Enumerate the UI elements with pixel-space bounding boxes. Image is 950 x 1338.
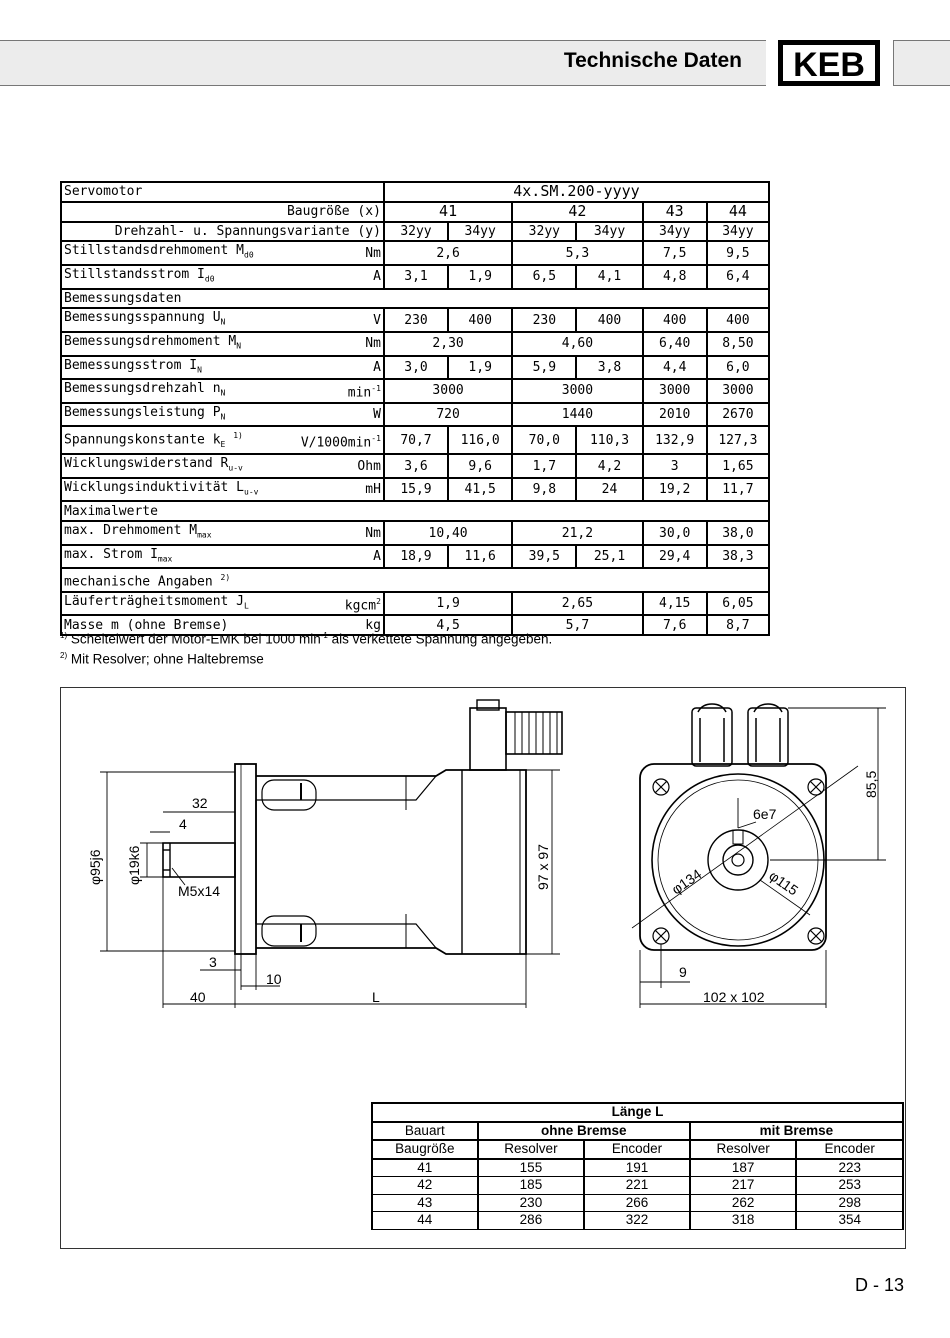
row-unit: A (272, 265, 384, 289)
value-cell: 1,9 (384, 592, 512, 616)
col-resolver: Resolver (478, 1140, 585, 1159)
value-cell: 132,9 (643, 426, 707, 454)
row-sub: E (220, 440, 226, 450)
value-cell: 70,7 (384, 426, 448, 454)
dim-9: 9 (679, 964, 687, 980)
table-cell: 322 (584, 1212, 690, 1230)
col-bauart: Bauart (372, 1122, 478, 1141)
value-cell: 4,15 (643, 592, 707, 616)
value-cell: 3,1 (384, 265, 448, 289)
col-mit-bremse: mit Bremse (690, 1122, 903, 1141)
section-maximalwerte: Maximalwerte (61, 501, 769, 521)
value-cell: 4,8 (643, 265, 707, 289)
value-cell: 41,5 (448, 478, 512, 502)
row-unit: A (272, 545, 384, 569)
footnote-text: Scheitelwert der Motor-EMK bei 1000 min (67, 631, 321, 647)
row-sub: N (220, 412, 226, 422)
dim-L: L (372, 989, 380, 1005)
value-cell: 1,9 (448, 356, 512, 380)
value-cell: 38,0 (707, 521, 769, 545)
value-cell: 230 (384, 308, 448, 332)
row-label: Bemessungsdrehmoment M (64, 333, 237, 349)
row-sub: N (220, 317, 226, 327)
value-cell: 400 (576, 308, 642, 332)
row-unit: V (272, 308, 384, 332)
value-cell: 3000 (707, 379, 769, 403)
value-cell: 19,2 (643, 478, 707, 502)
value-cell: 116,0 (448, 426, 512, 454)
value-cell: 18,9 (384, 545, 448, 569)
value-cell: 3,6 (384, 454, 448, 478)
value-cell: 127,3 (707, 426, 769, 454)
dim-102: 102 x 102 (703, 989, 765, 1005)
value-cell: 1,9 (448, 265, 512, 289)
dim-32: 32 (192, 795, 208, 811)
variant-cell: 34yy (707, 222, 769, 242)
variant-cell: 32yy (384, 222, 448, 242)
dim-d115: φ115 (766, 867, 802, 899)
row-unit: A (272, 356, 384, 380)
table-cell: 187 (690, 1159, 797, 1177)
table-row (372, 1194, 903, 1212)
table-row (372, 1177, 903, 1195)
row-sub: max (197, 530, 212, 540)
value-cell: 3000 (643, 379, 707, 403)
row-sub: max (157, 554, 173, 564)
row-sub: u-v (244, 487, 259, 497)
value-cell: 1,7 (512, 454, 576, 478)
row-unit: V/1000min (300, 434, 372, 450)
value-cell: 400 (707, 308, 769, 332)
table-cell: 42 (372, 1177, 478, 1195)
motor-label: Servomotor (61, 182, 384, 202)
row-unit-sup: -1 (371, 433, 381, 443)
dim-6e7: 6e7 (753, 806, 777, 822)
value-cell: 2670 (707, 403, 769, 427)
value-cell: 6,40 (643, 332, 707, 356)
row-label: Bemessungsdrehzahl n (64, 381, 221, 397)
col-resolver: Resolver (690, 1140, 797, 1159)
table-cell: 286 (478, 1212, 585, 1230)
dim-d95: φ95j6 (87, 849, 103, 885)
row-sub: N (220, 388, 226, 398)
value-cell: 30,0 (643, 521, 707, 545)
row-unit: Nm (272, 241, 384, 265)
value-cell: 9,5 (707, 241, 769, 265)
value-cell: 7,5 (643, 241, 707, 265)
value-cell: 400 (643, 308, 707, 332)
dim-40: 40 (190, 989, 206, 1005)
row-unit: min (347, 385, 372, 401)
section-bemessungsdaten: Bemessungsdaten (61, 289, 769, 309)
value-cell: 6,0 (707, 356, 769, 380)
table-cell: 223 (796, 1159, 903, 1177)
row-sub: L (244, 601, 249, 611)
variant-cell: 32yy (512, 222, 576, 242)
row-unit: Nm (272, 521, 384, 545)
variant-cell: 34yy (448, 222, 512, 242)
value-cell: 5,3 (512, 241, 642, 265)
value-cell: 6,4 (707, 265, 769, 289)
value-cell: 4,1 (576, 265, 642, 289)
table-cell: 221 (584, 1177, 690, 1195)
dim-m5: M5x14 (178, 883, 221, 899)
row-label: Stillstandsstrom I (64, 266, 205, 282)
footnote-sup: -1 (320, 631, 328, 640)
col-ohne-bremse: ohne Bremse (478, 1122, 690, 1141)
value-cell: 4,4 (643, 356, 707, 380)
dim-4: 4 (179, 816, 187, 832)
value-cell: 6,05 (707, 592, 769, 616)
table-cell: 266 (584, 1194, 690, 1212)
value-cell: 3,8 (576, 356, 642, 380)
row-unit: W (272, 403, 384, 427)
size-43: 43 (643, 202, 707, 222)
value-cell: 39,5 (512, 545, 576, 569)
value-cell: 6,5 (512, 265, 576, 289)
table-cell: 262 (690, 1194, 797, 1212)
row-unit: kg (272, 615, 384, 635)
value-cell: 2,30 (384, 332, 512, 356)
section-mechanische-angaben: mechanische Angaben (64, 574, 213, 590)
value-cell: 5,9 (512, 356, 576, 380)
variant-cell: 34yy (643, 222, 707, 242)
footnote-mark: 1) (60, 631, 68, 640)
page-title: Technische Daten (563, 49, 742, 72)
length-table-title: Länge L (372, 1103, 903, 1122)
table-cell: 217 (690, 1177, 797, 1195)
value-cell: 9,6 (448, 454, 512, 478)
value-cell: 11,7 (707, 478, 769, 502)
row-unit: kgcm (344, 598, 377, 614)
size-label: Baugröße (x) (61, 202, 384, 222)
dim-97: 97 x 97 (535, 844, 551, 890)
table-cell: 318 (690, 1212, 797, 1230)
dim-d19: φ19k6 (126, 845, 142, 885)
front-view (632, 704, 886, 1008)
table-cell: 354 (796, 1212, 903, 1230)
dim-3: 3 (209, 954, 217, 970)
value-cell: 720 (384, 403, 512, 427)
dim-85-5: 85,5 (863, 770, 879, 798)
table-cell: 298 (796, 1194, 903, 1212)
size-41: 41 (384, 202, 512, 222)
value-cell: 2,65 (512, 592, 642, 616)
row-unit-sup: -1 (371, 384, 381, 394)
value-cell: 4,2 (576, 454, 642, 478)
variant-cell: 34yy (576, 222, 642, 242)
value-cell: 400 (448, 308, 512, 332)
row-label: Spannungskonstante k (64, 432, 221, 448)
row-unit: Ohm (272, 454, 384, 478)
value-cell: 4,5 (384, 615, 512, 635)
motor-name: 4x.SM.200-yyyy (384, 182, 769, 202)
value-cell: 25,1 (576, 545, 642, 569)
value-cell: 38,3 (707, 545, 769, 569)
row-label: Wicklungsinduktivität L (64, 479, 245, 495)
value-cell: 11,6 (448, 545, 512, 569)
page-number: D - 13 (854, 1275, 904, 1295)
side-view (87, 700, 562, 1008)
row-unit: mH (272, 478, 384, 502)
col-encoder: Encoder (796, 1140, 903, 1159)
value-cell: 8,7 (707, 615, 769, 635)
table-cell: 41 (372, 1159, 478, 1177)
footnote-text: Mit Resolver; ohne Haltebremse (67, 651, 264, 667)
value-cell: 2,6 (384, 241, 512, 265)
row-unit: Nm (272, 332, 384, 356)
value-cell: 3,0 (384, 356, 448, 380)
dim-d134: φ134 (668, 865, 705, 898)
value-cell: 4,60 (512, 332, 642, 356)
row-sub: N (236, 341, 242, 351)
table-cell: 253 (796, 1177, 903, 1195)
footnote-text: als verkettete Spannung angegeben. (327, 631, 553, 647)
dim-10: 10 (266, 971, 282, 987)
value-cell: 10,40 (384, 521, 512, 545)
value-cell: 15,9 (384, 478, 448, 502)
size-42: 42 (512, 202, 642, 222)
value-cell: 7,6 (643, 615, 707, 635)
table-cell: 43 (372, 1194, 478, 1212)
value-cell: 110,3 (576, 426, 642, 454)
variant-label: Drehzahl- u. Spannungsvariante (y) (61, 222, 384, 242)
col-baugroesse: Baugröße (372, 1140, 478, 1159)
value-cell: 8,50 (707, 332, 769, 356)
row-label: Stillstandsdrehmoment M (64, 243, 245, 259)
row-unit-sup: 2 (376, 596, 381, 606)
value-cell: 3000 (384, 379, 512, 403)
row-label: max. Drehmoment M (64, 523, 198, 539)
value-cell: 24 (576, 478, 642, 502)
table-row (372, 1212, 903, 1230)
footnote-mark: 2) (60, 651, 68, 660)
table-cell: 44 (372, 1212, 478, 1230)
value-cell: 3 (643, 454, 707, 478)
value-cell: 3000 (512, 379, 642, 403)
value-cell: 1440 (512, 403, 642, 427)
row-label: Masse m (ohne Bremse) (61, 615, 272, 635)
row-label: Bemessungsspannung U (64, 310, 221, 326)
table-cell: 230 (478, 1194, 585, 1212)
row-sub: d0 (204, 274, 215, 284)
value-cell: 70,0 (512, 426, 576, 454)
value-cell: 21,2 (512, 521, 642, 545)
value-cell: 29,4 (643, 545, 707, 569)
size-44: 44 (707, 202, 769, 222)
value-cell: 2010 (643, 403, 707, 427)
row-sub: u-v (228, 463, 243, 473)
row-label: Bemessungsstrom I (64, 357, 198, 373)
col-encoder: Encoder (584, 1140, 690, 1159)
table-cell: 185 (478, 1177, 585, 1195)
value-cell: 5,7 (512, 615, 642, 635)
row-label: Läuferträgheitsmoment J (64, 593, 245, 609)
length-table (371, 1102, 904, 1230)
section-footnote-mark: 2) (220, 573, 231, 583)
row-footnote-mark: 1) (233, 431, 243, 441)
table-cell: 191 (584, 1159, 690, 1177)
row-sub: d0 (244, 250, 254, 260)
row-label: Wicklungswiderstand R (64, 456, 229, 472)
value-cell: 9,8 (512, 478, 576, 502)
row-sub: N (197, 365, 202, 375)
row-label: Bemessungsleistung P (64, 404, 221, 420)
table-cell: 155 (478, 1159, 585, 1177)
value-cell: 230 (512, 308, 576, 332)
logo-text: KEB (793, 46, 865, 84)
table-row (372, 1159, 903, 1177)
row-label: max. Strom I (64, 546, 158, 562)
value-cell: 1,65 (707, 454, 769, 478)
